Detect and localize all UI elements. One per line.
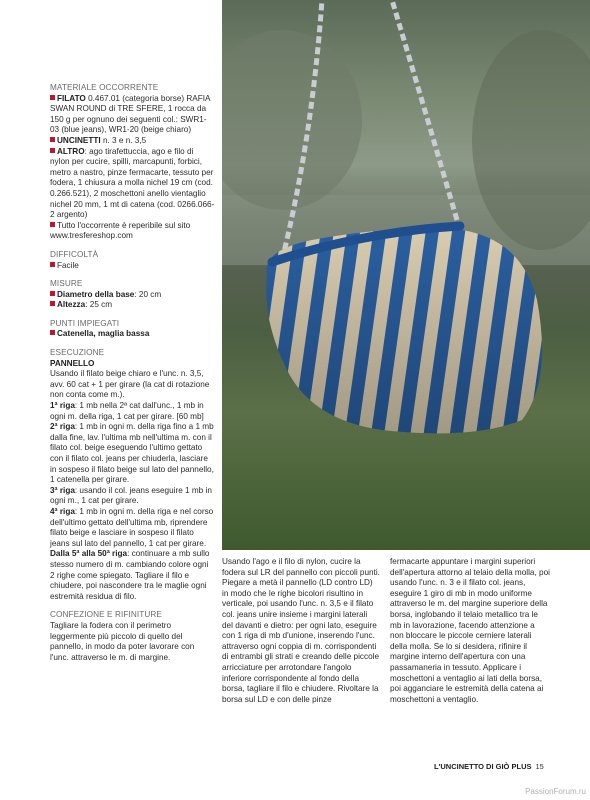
riga-1	[50, 401, 215, 422]
bullet-square-icon	[50, 137, 55, 142]
riga-1-label: 1ª riga	[50, 401, 75, 411]
bullet-square-icon	[50, 148, 55, 153]
difficolta-heading: DIFFICOLTÀ	[50, 249, 99, 259]
chain-right	[392, 0, 457, 220]
bag-shading	[266, 229, 542, 434]
riga-4-label: 4ª riga	[50, 506, 75, 516]
difficolta-item	[50, 261, 215, 272]
column-3	[390, 557, 550, 705]
bullet-square-icon	[50, 262, 55, 267]
riga-4-text: : 1 mb in ogni m. della riga e nel corso dell'ultimo gettato dell'ultima mb, riprendere filato beige e lasciare in sospeso il filato jeans sul lato del pannello, 1 cat per girare.	[50, 506, 214, 548]
footer-brand: L'UNCINETTO DI GIÒ PLUS	[434, 762, 532, 771]
riga-5-50	[50, 549, 215, 602]
riga-3-text: : usando il col. jeans eseguire 1 mb in ogni m., 1 cat per girare.	[50, 485, 212, 506]
uncinetti-item	[50, 136, 215, 147]
page-footer	[434, 762, 544, 771]
punti-heading: PUNTI IMPIEGATI	[50, 318, 120, 328]
watermark: PassionForum.ru	[525, 787, 586, 796]
bullet-square-icon	[50, 301, 55, 306]
riga-3-label: 3ª riga	[50, 485, 75, 495]
punti-item	[50, 329, 215, 340]
altro-text: : ago tirafettuccia, ago e filo di nylon per cucire, spilli, marcapunti, forbici, metro a nastro, pinze fermacarte, tessuto per fodera, 1 chiusura a molla nichel 19 cm (cod. 0.266.521), 2 moschettoni anello vientaglio nichel 20 mm, 1 mt di catena (cod. 0266.066-2 argento)	[50, 146, 215, 220]
riga-4	[50, 507, 215, 549]
riga-5-50-text: : continuare a mb sullo stesso numero di m. cambiando colore ogni 2 righe come spiegato. Tagliare il filo e chiudere, poi nascondere tra le maglie ogni estremità residua di filo.	[50, 549, 210, 601]
diametro-value: : 20 cm	[134, 289, 162, 299]
pannello-intro: Usando il filato beige chiaro e l'unc. n. 3,5, avv. 60 cat + 1 per girare (la cat di rotazione non conta come m.).	[50, 369, 210, 400]
tree-blur	[222, 30, 362, 210]
punti-value: Catenella, maglia bassa	[57, 329, 150, 339]
riga-2-label: 2ª riga	[50, 422, 75, 432]
column-2	[222, 557, 380, 705]
tutto-text: Tutto l'occorrente è reperibile sul sito www.tresfereshop.com	[50, 220, 191, 241]
altezza-value: : 25 cm	[85, 300, 113, 310]
altro-item	[50, 147, 215, 221]
esecuzione-heading: ESECUZIONE	[50, 348, 105, 358]
riga-2	[50, 422, 215, 486]
altezza-item	[50, 300, 215, 311]
esecuzione-section	[50, 348, 215, 602]
riga-2-text: : 1 mb in ogni m. della riga fino a 1 mb dalla fine, lav. l'ultima mb nell'ultima m. con il filato col. beige eseguendo l'ultimo gettato con il filato col. jeans per chiuderla, lasciare in sospeso il filato beige sul lato del pannello, 1 catenella per girare.	[50, 422, 214, 485]
uncinetti-text: n. 3 e n. 3,5	[100, 135, 147, 145]
difficolta-value: Facile	[57, 260, 79, 270]
riga-5-50-label: Dalla 5ª alla 50ª riga	[50, 549, 128, 559]
bullet-square-icon	[50, 95, 55, 100]
column-3-text: fermacarte appuntare i margini superiori dell'apertura attorno al telaio della molla, poi usando l'unc. n. 3 e il filato col. jeans, eseguire 1 giro di mb in modo uniforme attraverso le m. del margine superiore della borsa, inglobando il telaio metallico tra le mb in lavorazione, facendo attenzione a non bloccare le piccole cerniere laterali della molla. Se lo si desidera, rifinire il margine interno dell'apertura con una passamaneria in tessuto. Applicare i moschettoni a ventaglio ai lati della borsa, poi agganciare le estremità della catena ai moschettoni a ventaglio.	[390, 557, 550, 704]
filato-label: FILATO	[57, 93, 86, 103]
pannello-heading: PANNELLO	[50, 358, 95, 368]
tutto-item	[50, 221, 215, 242]
riga-1-text: : 1 mb nella 2ª cat dall'unc., 1 mb in ogni m. della riga, 1 cat per girare. [60 mb]	[50, 401, 204, 421]
misure-heading: MISURE	[50, 279, 83, 289]
materiale-section	[50, 83, 215, 242]
riga-3	[50, 486, 215, 507]
punti-section	[50, 319, 215, 340]
difficolta-section	[50, 250, 215, 271]
product-photo	[222, 0, 590, 550]
confezione-heading: CONFEZIONE E RIFINITURE	[50, 610, 162, 620]
bullet-square-icon	[50, 330, 55, 335]
confezione-text: Tagliare la fodera con il perimetro leggermente più piccolo di quello del pannello, in modo da poter lavorare con l'unc. attraverso le m. di margine.	[50, 620, 195, 662]
misure-section	[50, 279, 215, 311]
diametro-label: Diametro della base	[57, 289, 135, 299]
filato-item	[50, 94, 215, 136]
crochet-bag-illustration	[222, 0, 590, 550]
altezza-label: Altezza	[57, 300, 86, 310]
column-2-text: Usando l'ago e il filo di nylon, cucire la fodera sul LR del pannello con piccoli punti. Piegare a metà il pannello (LD contro LD) in modo che le righe bicolori risultino in verticale, poi usando l'unc. n. 3,5 e il filato col. jeans unire insieme i margini laterali del davanti e dietro: per ogni lato, eseguire con 1 riga di mb d'unione, inserendo l'unc. attraverso ogni coppia di m. corrispondenti di entrambi gli strati e creando delle piccole arricciature per arrotondare l'angolo inferiore corrispondente al fondo della borsa, tagliare il filo e chiudere. Rivoltare la borsa sul LD e con delle pinze	[222, 557, 380, 704]
altro-label: ALTRO	[57, 146, 85, 156]
page-number: 15	[535, 762, 544, 771]
materiale-heading: MATERIALE OCCORRENTE	[50, 83, 159, 92]
confezione-section	[50, 610, 215, 663]
bullet-square-icon	[50, 222, 55, 227]
left-column	[50, 83, 215, 671]
filato-text: 0.467.01 (categoria borse) RAFIA SWAN ROUND di TRE SFERE, 1 rocca da 150 g per ognuno dei seguenti col.: SWR1-03 (blue jeans), WR1-20 (beige chiaro)	[50, 93, 211, 135]
diametro-item	[50, 290, 215, 301]
uncinetti-label: UNCINETTI	[57, 135, 101, 145]
bullet-square-icon	[50, 291, 55, 296]
